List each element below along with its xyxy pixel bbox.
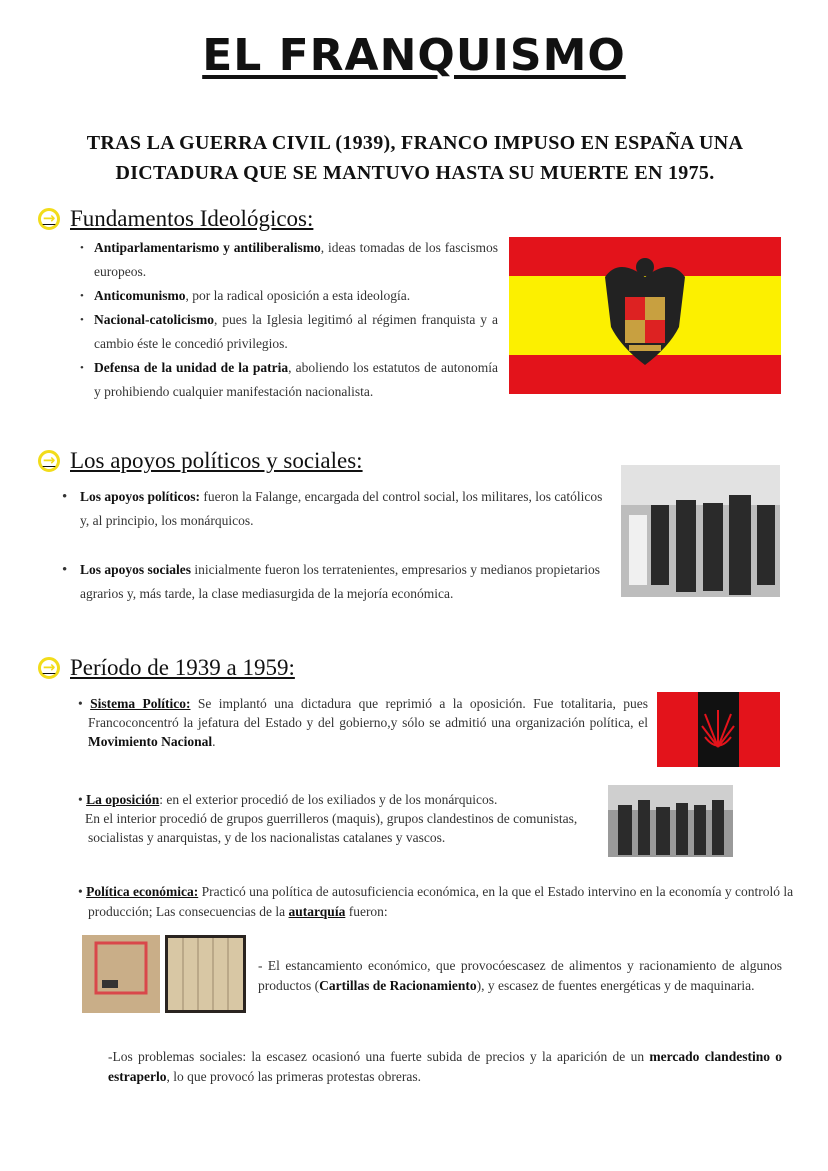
bold-text: autarquía [288,904,346,919]
sistema-politico-paragraph: • Sistema Político: Se implantó una dictadura que reprimió a la oposición. Fue totalitaria, pues Francoconcentró la jefatura del Estado y del gobierno,y sólo se admitió una organización política, el Movimiento Nacional. [78,696,649,749]
item-text: inicialmente fueron los terratenientes, empresarios y medianos propietarios agrarios y, más tarde, la clase mediasurgida de la mejoría económica. [80,562,601,601]
maquis-guerrilla-photo [608,785,733,857]
heading-text: Los apoyos políticos y sociales: [70,448,363,473]
list-item [62,558,614,606]
item-bold: Defensa de la unidad de la patria [94,360,289,375]
item-bold: Nacional-catolicismo [94,312,214,327]
arrow-right-circle-icon: → [38,450,60,472]
text: -Los problemas sociales: la escasez ocasionó una fuerte subida de precios y la aparición de un [108,1049,650,1064]
item-text: , por la radical oposición a esta ideología. [185,288,411,303]
text: - El estancamiento económico, que provocóescasez de alimentos y racionamiento de algunos productos ( [258,958,782,993]
consecuencia-problemas-sociales [108,1047,782,1087]
apoyos-list [62,485,614,606]
text: . [212,734,216,749]
bold-text: Movimiento Nacional [88,734,213,749]
text: : en el exterior procedió de los exiliados y de los monárquicos. [159,792,498,807]
item-bold: Antiparlamentarismo y antiliberalismo [94,240,321,255]
list-item [80,284,498,308]
item-text: , pues la Iglesia legitimó al régimen franquista y a cambio éste le concedió privilegios. [94,312,498,351]
item-bold: Los apoyos sociales [80,562,192,577]
label: Política económica: [86,884,199,899]
text: fueron: [345,904,388,919]
falange-flag-image [657,692,780,767]
item-text: , ideas tomadas de los fascismos europeos. [94,240,498,279]
franco-supporters-photo [621,465,780,597]
list-item [62,485,614,533]
consecuencia-estancamiento [258,956,782,996]
arrow-right-circle-icon: → [38,208,60,230]
text: , lo que provocó las primeras protestas obreras. [166,1069,422,1084]
oposicion-paragraph: • La oposición: en el exterior procedió de los exiliados y de los monárquicos. En el interior procedió de grupos guerrilleros (maquis), grupos clandestinos de comunistas, socialistas y anarquistas, y de los nacionalistas catalanes y vascos. [78,792,578,845]
section-heading-fundamentos [38,206,313,232]
section-heading-apoyos [38,448,363,474]
item-text: , aboliendo los estatutos de autonomía y prohibiendo cualquier manifestación nacionalista. [94,360,498,399]
item-text: fueron la Falange, encargada del control social, los militares, los católicos y, al principio, los monárquicos. [80,489,603,528]
bold-text: Cartillas de Racionamiento [319,978,477,993]
politica-economica-paragraph: • Política económica: Practicó una política de autosuficiencia económica, en la que el Estado intervino en la economía y controló la producción; Las consecuencias de la autarquía fueron: [78,884,794,919]
item-bold: Los apoyos políticos: [80,489,201,504]
arrow-right-circle-icon: → [38,657,60,679]
label: La oposición [86,792,160,807]
bold-text: mercado clandestino o estraperlo [108,1049,783,1084]
text: ), y escasez de fuentes energéticas y de maquinaria. [476,978,755,993]
section-heading-periodo [38,655,295,681]
list-item [80,236,498,284]
text: Se implantó una dictadura que reprimió a la oposición. Fue totalitaria, pues Francoconcentró la jefatura del Estado y del gobierno,y sólo se admitió una organización política, el [88,696,649,730]
list-item [80,308,498,356]
ration-cards-photo [82,935,246,1013]
text: Practicó una política de autosuficiencia económica, en la que el Estado intervino en la economía y controló la producción; Las consecuencias de la [88,884,794,919]
page-subtitle: TRAS LA GUERRA CIVIL (1939), FRANCO IMPUSO EN ESPAÑA UNA DICTADURA QUE SE MANTUVO HASTA SU MUERTE EN 1975. [86,132,744,184]
fundamentos-list [80,236,498,404]
page-title: EL FRANQUISMO [202,30,626,81]
label: Sistema Político: [90,696,191,711]
text: En el interior procedió de grupos guerrilleros (maquis), grupos clandestinos de comunistas, socialistas y anarquistas, y de los nacionalistas catalanes y vascos. [85,811,578,845]
heading-text: Fundamentos Ideológicos: [70,206,314,231]
list-item [80,356,498,404]
francoist-flag-image [509,237,781,394]
item-bold: Anticomunismo [94,288,186,303]
heading-text: Período de 1939 a 1959: [70,655,295,680]
